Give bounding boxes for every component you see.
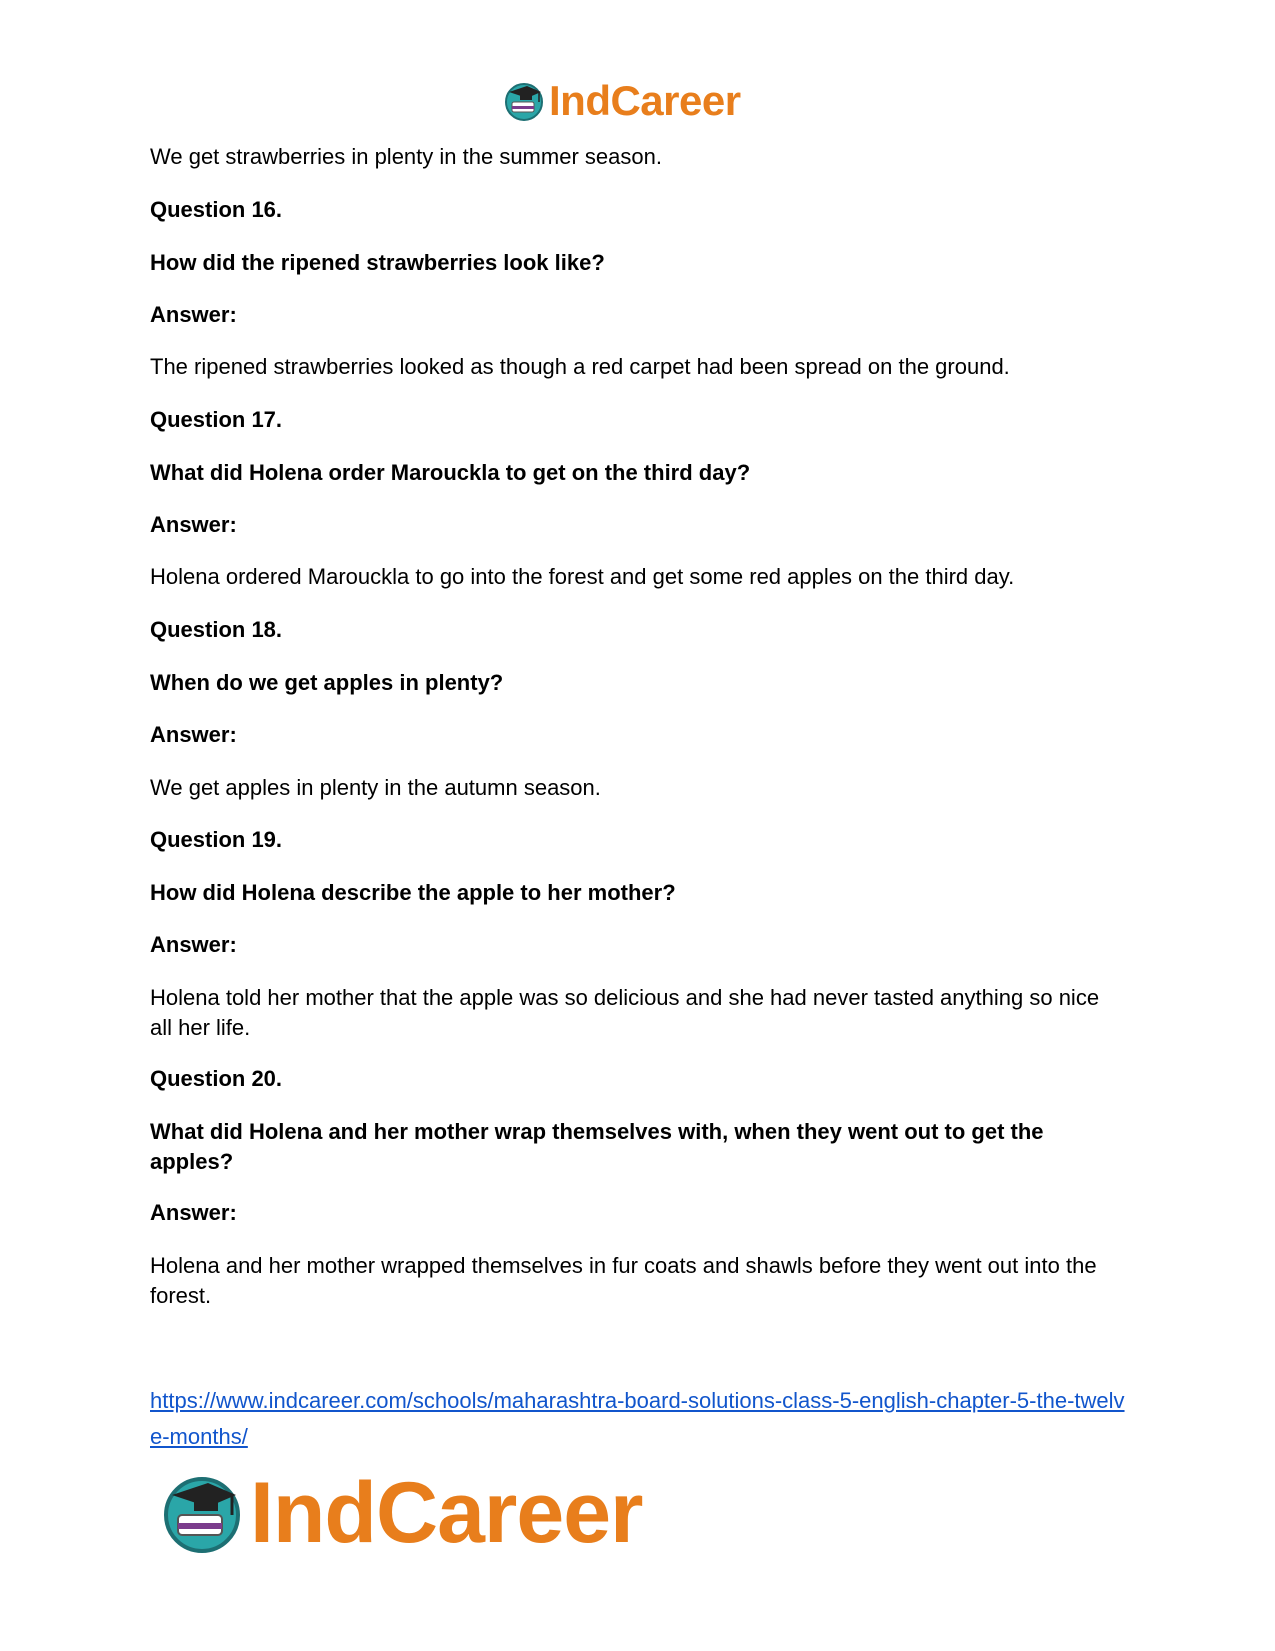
question-heading: Question 17. [150, 407, 283, 432]
answer-label: Answer: [150, 1200, 237, 1225]
graduation-globe-icon [160, 1471, 244, 1555]
answer-label: Answer: [150, 722, 237, 747]
answer-text: Holena told her mother that the apple was so delicious and she had never tasted anything so nice all her life. [150, 985, 1100, 1040]
question-heading: Question 18. [150, 617, 283, 642]
answer-text: We get apples in plenty in the autumn season. [150, 775, 601, 800]
answer-label: Answer: [150, 302, 237, 327]
question-text: What did Holena order Marouckla to get on the third day? [150, 460, 751, 485]
question-text: What did Holena and her mother wrap themselves with, when they went out to get the apples? [150, 1119, 1044, 1174]
logo-wordmark: IndCareer [549, 77, 741, 124]
paragraph: We get strawberries in plenty in the summer season. [150, 144, 662, 169]
question-text: How did Holena describe the apple to her mother? [150, 880, 676, 905]
question-text: How did the ripened strawberries look like? [150, 250, 605, 275]
question-heading: Question 16. [150, 197, 283, 222]
answer-text: Holena ordered Marouckla to go into the forest and get some red apples on the third day. [150, 564, 1015, 589]
question-heading: Question 20. [150, 1066, 283, 1091]
question-heading: Question 19. [150, 827, 283, 852]
source-link[interactable]: https://www.indcareer.com/schools/maharashtra-board-solutions-class-5-english-chapter-5-the-twelve-months/ [150, 1388, 1125, 1449]
answer-text: Holena and her mother wrapped themselves in fur coats and shawls before they went out into the forest. [150, 1253, 1097, 1308]
answer-text: The ripened strawberries looked as though a red carpet had been spread on the ground. [150, 354, 1010, 379]
question-text: When do we get apples in plenty? [150, 670, 504, 695]
logo-wordmark: IndCareer [250, 1465, 643, 1561]
header-logo [503, 77, 741, 124]
answer-label: Answer: [150, 932, 237, 957]
graduation-globe-icon [503, 80, 545, 122]
footer-logo [160, 1465, 643, 1561]
answer-label: Answer: [150, 512, 237, 537]
